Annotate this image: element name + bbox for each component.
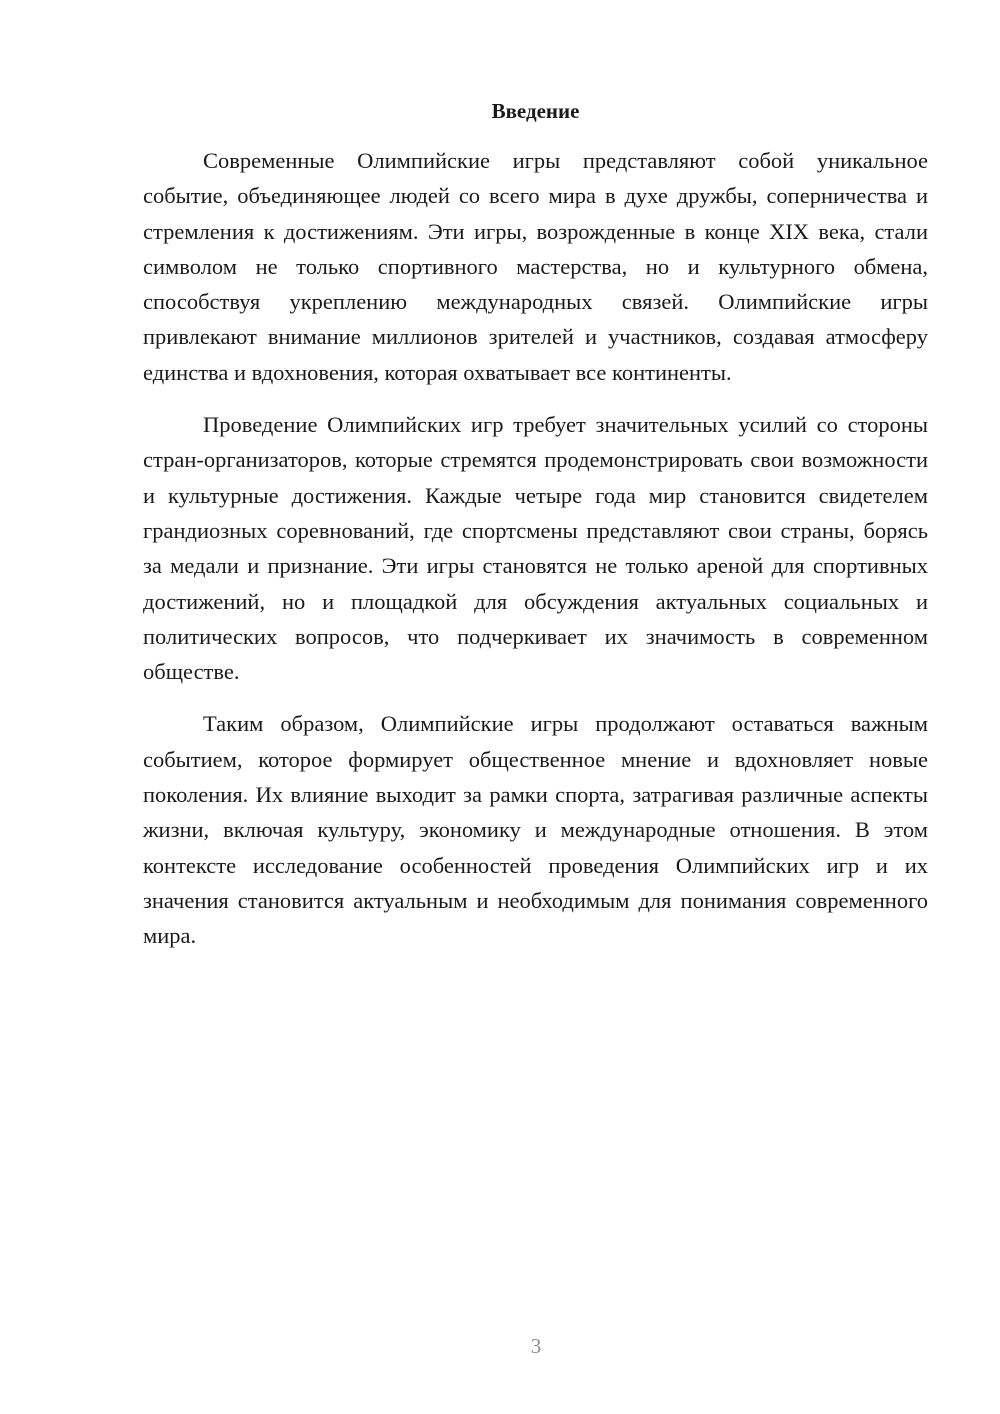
page-content [143,96,928,954]
paragraph-2: Проведение Олимпийских игр требует значительных усилий со стороны стран-организаторов, которые стремятся продемонстрировать свои возможности и культурные достижения. Каждые четыре года мир становится свидетелем грандиозных соревнований, где спортсмены представляют свои страны, борясь за медали и признание. Эти игры становятся не только ареной для спортивных достижений, но и площадкой для обсуждения актуальных социальных и политических вопросов, что подчеркивает их значимость в современном обществе. [143,412,928,685]
page-number: 3 [530,1334,542,1358]
section-heading: Введение [491,99,580,123]
paragraph-3: Таким образом, Олимпийские игры продолжают оставаться важным событием, которое формирует общественное мнение и вдохновляет новые поколения. Их влияние выходит за рамки спорта, затрагивая различные аспекты жизни, включая культуру, экономику и международные отношения. В этом контексте исследование особенностей проведения Олимпийских игр и их значения становится актуальным и необходимым для понимания современного мира. [143,711,928,949]
paragraph-1: Современные Олимпийские игры представляют собой уникальное событие, объединяющее людей со всего мира в духе дружбы, соперничества и стремления к достижениям. Эти игры, возрожденные в конце XIX века, стали символом не только спортивного мастерства, но и культурного обмена, способствуя укреплению международных связей. Олимпийские игры привлекают внимание миллионов зрителей и участников, создавая атмосферу единства и вдохновения, которая охватывает все континенты. [143,148,928,385]
